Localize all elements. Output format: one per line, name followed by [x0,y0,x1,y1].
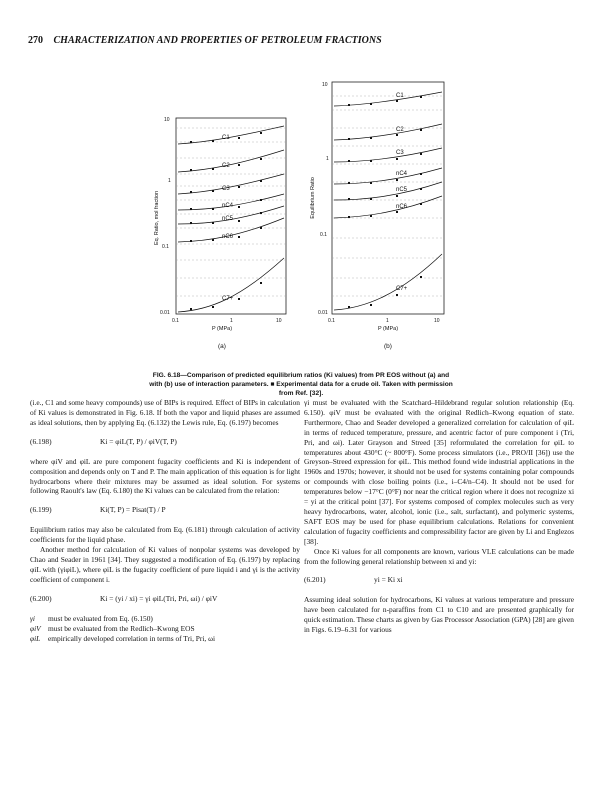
panel-a-ytick: 1 [168,178,171,184]
equation-6-198 [30,431,300,453]
panel-b-label-c7plus: C7+ [396,286,408,292]
panel-a-ytick: 0.01 [160,310,170,316]
equation-body: Ki = φiL(T, P) / φiV(T, P) [100,436,177,446]
panel-b-label-c1: C1 [396,93,404,99]
panel-b-ytick: 1 [326,156,329,162]
equation-6-200 [30,588,300,610]
panel-a-label-c7plus: C7+ [222,296,234,302]
paragraph: where φiV and φiL are pure component fugacity coefficients and Ki is independent of composition and depends only on T and P. The main application of this equation is for light hydrocarbons where their mixtures may be assumed as ideal solution. For systems following Raoult's law (Eq. 6.180) the Ki values can be calculated from the relation: [30,456,300,496]
panel-a-xtick: 1 [230,318,233,324]
equation-number: (6.200) [30,593,52,603]
panel-b-xtick: 10 [434,318,440,324]
panel-b-xtick: 0.1 [328,318,335,324]
panel-a-ytick: 0.1 [162,244,169,250]
panel-b-gridlines [332,96,444,296]
paragraph: Once Ki values for all components are known, various VLE calculations can be made from the following general relationship between xi and yi: [304,546,574,566]
panel-a-label-nc6: nC6 [222,234,234,240]
definition-item [30,624,300,634]
panel-b-curves [334,92,442,310]
panel-b-label: (b) [384,343,392,350]
panel-a-xlabel: P (MPa) [211,326,233,332]
panel-b-label-c2: C2 [396,127,404,133]
panel-a-ticks [160,117,282,324]
equation-number: (6.201) [304,575,326,585]
symbol-definitions [30,614,300,644]
equation-number: (6.198) [30,436,52,446]
panel-b-curve-labels [396,93,408,292]
definition-text: must be evaluated from Eq. (6.150) [48,613,153,623]
equation-6-199 [30,499,300,521]
figure-caption: FIG. 6.18—Comparison of predicted equilibrium ratios (Ki values) from PR EOS without (a) and with (b) use of interaction parameters. ■ Experimental data for a crude oil. Taken with permission from Ref. [32]. [149,372,453,397]
definition-item [30,634,300,644]
figure-svg [150,78,480,360]
definition-text: empirically developed correlation in terms of Tri, Pri, ωi [48,633,216,643]
definition-text: must be evaluated from the Redlich–Kwong EOS [48,623,195,633]
right-column [304,398,574,635]
definition-symbol: φiV [30,623,41,633]
panel-b-label-nc6: nC6 [396,204,408,210]
panel-a-label-nc4: nC4 [222,203,234,209]
panel-a-label-c2: C2 [222,163,230,169]
definition-item [30,614,300,624]
panel-a-label: (a) [218,343,226,350]
panel-a-curve-labels [222,135,234,302]
panel-b-label-nc4: nC4 [396,171,408,177]
panel-a-ylabel: Eq. Ratio, mol fraction [154,190,160,246]
panel-b-label-c3: C3 [396,150,404,156]
panel-b-ylabel: Equilibrium Ratio [310,177,316,219]
panel-b [310,82,444,350]
panel-a-label-c1: C1 [222,135,230,141]
panel-a-ytick: 10 [164,117,170,123]
panel-b-ytick: 10 [322,82,328,88]
panel-a [154,117,286,350]
panel-b-ytick: 0.1 [320,232,327,238]
figure-6-18 [150,78,480,360]
definition-symbol: γi [30,613,35,623]
definition-symbol: φiL [30,633,41,643]
panel-a-label-c3: C3 [222,186,230,192]
panel-a-xtick: 10 [276,318,282,324]
panel-b-data-points [348,96,422,308]
equation-body: Ki = (yi / xi) = γi φiL(Tri, Pri, ωi) / φiV [100,593,218,603]
panel-b-ytick: 0.01 [318,310,328,316]
page-number: 270 [28,35,43,46]
paragraph: Another method for calculation of Ki values of nonpolar systems was developed by Chao and Seader in 1961 [34]. They suggested a modification of Eq. (6.197) by replacing φiL with (γiφiL), where φiL is the fugacity coefficient of pure liquid i and γi is the activity coefficient of component i. [30,545,300,584]
panel-b-label-nc5: nC5 [396,187,408,193]
panel-b-xlabel: P (MPa) [377,326,399,332]
panel-a-xtick: 0.1 [172,318,179,324]
left-column [30,398,300,644]
panel-a-label-nc5: nC5 [222,216,234,222]
equation-number: (6.199) [30,505,52,515]
paragraph: γi must be evaluated with the Scatchard–Hildebrand regular solution relationship (Eq. 6.150). φiV must be evaluated with the original Redlich–Kwong equation of state. Furthermore, Chao and Seader developed a generalized correlation for calculation of φiL in terms of reduced temperature, pressure, and acentric factor of pure component i (Tri, Pri, and ωi). Later Grayson and Streed [35] reformulated the correlation for φiL to temperatures about 430°C (~ 800°F). Some process simulators (i.e., PRO/II [36]) use the Greyson–Streed expression for φiL. This method found wide industrial applications in the 1960s and 1970s; however, it should not be used for systems containing polar compounds or compounds with close boiling points (i.e., i–C4/n–C4). It should not be used for temperatures below −17°C (0°F) nor near the critical region where it does not recognize xi = yi at the critical point [37]. For systems composed of complex molecules such as very heavy hydrocarbons, water, alcohol, ionic (i.e., salt, surfactant), and polymeric systems, SAFT EOS may be used for phase equilibrium calculations. Relations for convenient calculation of fugacity coefficients and compressibility factor are given by Li and Englezos [38]. [304,398,574,546]
paragraph: Equilibrium ratios may also be calculated from Eq. (6.181) through calculation of activity coefficients for the liquid phase. [30,525,300,545]
running-header [28,35,588,46]
equation-6-201 [304,569,574,591]
paragraph: Assuming ideal solution for hydrocarbons, Ki values at various temperature and pressure have been calculated for n-paraffins from C1 to C10 and are presented graphically for quick estimation. These charts as given by Gas Processor Association (GPA) [28] are given in Figs. 6.19–6.31 for various [304,595,574,635]
panel-b-xtick: 1 [386,318,389,324]
paragraph: (i.e., C1 and some heavy compounds) use of BIPs is required. Effect of BIPs in calculation of Ki values is demonstrated in Fig. 6.18. If both the vapor and liquid phases are assumed as ideal solutions, then by applying Eq. (6.132) the Lewis rule, Eq. (6.197) becomes [30,398,300,427]
equation-body: yi = Ki xi [374,575,403,585]
running-head-title: CHARACTERIZATION AND PROPERTIES OF PETROLEUM FRACTIONS [53,35,382,46]
equation-body: Ki(T, P) = Pisat(T) / P [100,505,166,515]
